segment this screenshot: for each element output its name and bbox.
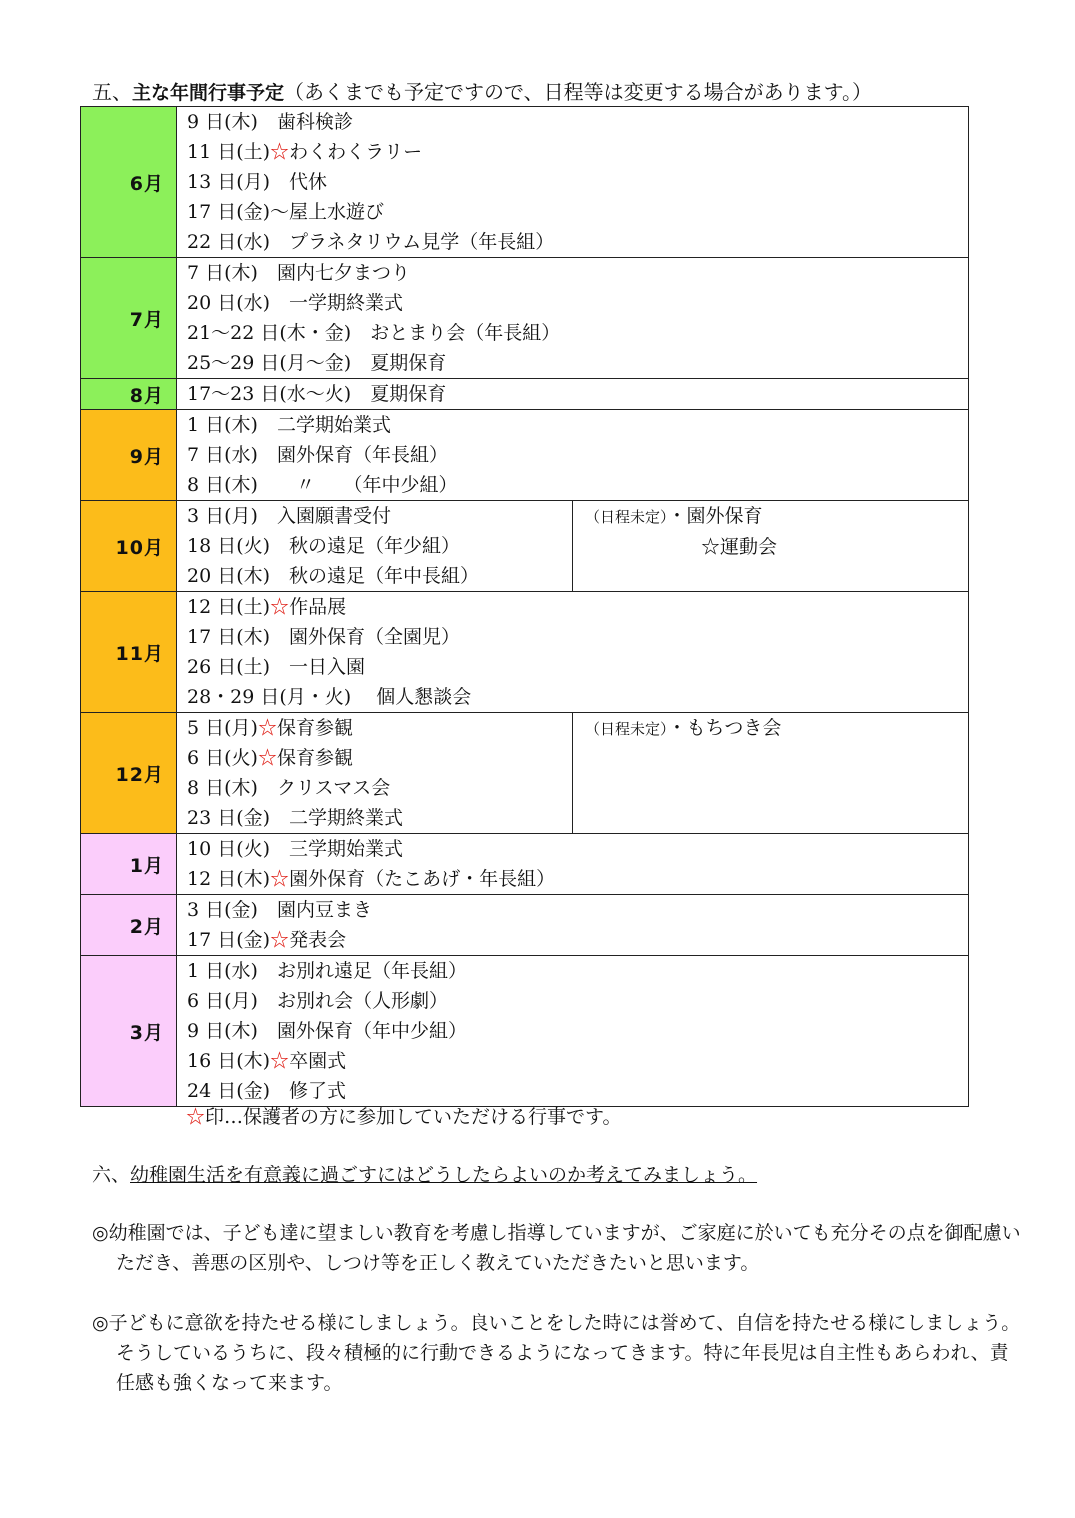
- annual-schedule-table: [80, 106, 969, 1107]
- events-cell-november: [177, 592, 969, 713]
- month-cell-july: 7月: [81, 258, 177, 379]
- event-item: 3 日(金) 園内豆まき: [187, 899, 372, 921]
- section-5-note: （あくまでも予定ですので、日程等は変更する場合があります。）: [284, 80, 873, 104]
- event-item: 8 日(木) 〃 （年中少組）: [187, 474, 458, 496]
- event-item: 9 日(木) 歯科検診: [187, 111, 353, 133]
- events-cell-january: [177, 834, 969, 895]
- legend-text: 印…保護者の方に参加していただける行事です。: [205, 1106, 622, 1128]
- schedule-row-february: [81, 895, 969, 956]
- month-cell-august: 8月: [81, 379, 177, 410]
- note-item: ・園外保育: [667, 505, 763, 527]
- event-item: 7 日(水) 園外保育（年長組）: [187, 444, 448, 466]
- event-item: 26 日(土) 一日入園: [187, 656, 366, 678]
- note-label: （日程未定）: [585, 720, 668, 738]
- event-item: 17 日(金)～屋上水遊び: [187, 201, 385, 223]
- schedule-row-september: [81, 410, 969, 501]
- event-item: 18 日(火) 秋の遠足（年少組）: [187, 535, 461, 557]
- event-item: 1 日(水) お別れ遠足（年長組）: [187, 960, 467, 982]
- events-cell-july: [177, 258, 969, 379]
- events-cell-march: [177, 956, 969, 1107]
- star-legend: [186, 1102, 622, 1132]
- month-cell-september: 9月: [81, 410, 177, 501]
- month-cell-october: 10月: [81, 501, 177, 592]
- events-cell-february: [177, 895, 969, 956]
- schedule-row-october: [81, 501, 969, 592]
- event-item: 12 日(木)☆園外保育（たこあげ・年長組）: [187, 868, 556, 890]
- event-item: 9 日(木) 園外保育（年中少組）: [187, 1020, 467, 1042]
- event-item: 23 日(金) 二学期終業式: [187, 807, 404, 829]
- event-item: 17～23 日(水～火) 夏期保育: [187, 383, 447, 405]
- month-cell-june: 6月: [81, 107, 177, 258]
- event-item: 20 日(木) 秋の遠足（年中長組）: [187, 565, 480, 587]
- schedule-row-july: [81, 258, 969, 379]
- event-item: 11 日(土)☆わくわくラリー: [187, 141, 423, 163]
- schedule-row-december: [81, 713, 969, 834]
- event-item: 16 日(木)☆卒園式: [187, 1050, 347, 1072]
- month-cell-january: 1月: [81, 834, 177, 895]
- events-cell-september: [177, 410, 969, 501]
- schedule-row-march: [81, 956, 969, 1107]
- month-cell-march: 3月: [81, 956, 177, 1107]
- event-item: 6 日(月) お別れ会（人形劇）: [187, 990, 448, 1012]
- events-cell-october: [177, 501, 573, 592]
- event-item: 20 日(水) 一学期終業式: [187, 292, 404, 314]
- event-item: 1 日(木) 二学期始業式: [187, 414, 391, 436]
- schedule-row-january: [81, 834, 969, 895]
- section-5-title: 主な年間行事予定: [132, 82, 285, 104]
- event-item: 17 日(金)☆発表会: [187, 929, 347, 951]
- section-6-title: 幼稚園生活を有意義に過ごすにはどうしたらよいのか考えてみましょう。: [130, 1164, 758, 1186]
- event-item: 28・29 日(月・火) 個人懇談会: [187, 686, 472, 708]
- event-item: 10 日(火) 三学期始業式: [187, 838, 404, 860]
- paragraph-1: ◎幼稚園では、子ども達に望ましい教育を考慮し指導していますが、ご家庭に於いても充分その点を御配慮いただき、善悪の区別や、しつけ等を正しく教えていただきたいと思います。: [92, 1222, 1021, 1274]
- month-cell-february: 2月: [81, 895, 177, 956]
- event-item: 7 日(木) 園内七夕まつり: [187, 262, 410, 284]
- event-item: 24 日(金) 修了式: [187, 1080, 347, 1102]
- month-cell-november: 11月: [81, 592, 177, 713]
- event-item: 17 日(木) 園外保育（全園児）: [187, 626, 461, 648]
- events-cell-december: [177, 713, 573, 834]
- month-cell-december: 12月: [81, 713, 177, 834]
- event-item: 12 日(土)☆作品展: [187, 596, 347, 618]
- section-6-prefix: 六、: [92, 1164, 131, 1186]
- events-cell-june: [177, 107, 969, 258]
- event-item: 22 日(水) プラネタリウム見学（年長組）: [187, 231, 555, 253]
- section-6-heading: [92, 1160, 757, 1190]
- event-item: 21～22 日(木・金) おとまり会（年長組）: [187, 322, 561, 344]
- event-item: 6 日(火)☆保育参観: [187, 747, 353, 769]
- events-cell-august: [177, 379, 969, 410]
- note-label: （日程未定）: [585, 508, 668, 526]
- note-item: ☆運動会: [701, 536, 778, 558]
- event-item: 13 日(月) 代休: [187, 171, 328, 193]
- star-icon: ☆: [186, 1106, 206, 1128]
- paragraph-2: ◎子どもに意欲を持たせる様にしましょう。良いことをした時には誉めて、自信を持たせる様にしましょう。そうしているうちに、段々積極的に行動できるようになってきます。特に年長児は自主性もあらわれ、責任感も強くなって来ます。: [92, 1312, 1021, 1394]
- note-cell-december: [573, 713, 969, 834]
- event-item: 25～29 日(月～金) 夏期保育: [187, 352, 447, 374]
- section-5-heading: [92, 80, 1052, 105]
- section-5-prefix: 五、: [92, 80, 132, 104]
- note-item: ・もちつき会: [667, 717, 782, 739]
- schedule-row-november: [81, 592, 969, 713]
- event-item: 5 日(月)☆保育参観: [187, 717, 353, 739]
- event-item: 8 日(木) クリスマス会: [187, 777, 391, 799]
- note-cell-october: [573, 501, 969, 592]
- schedule-row-august: [81, 379, 969, 410]
- schedule-row-june: [81, 107, 969, 258]
- event-item: 3 日(月) 入園願書受付: [187, 505, 391, 527]
